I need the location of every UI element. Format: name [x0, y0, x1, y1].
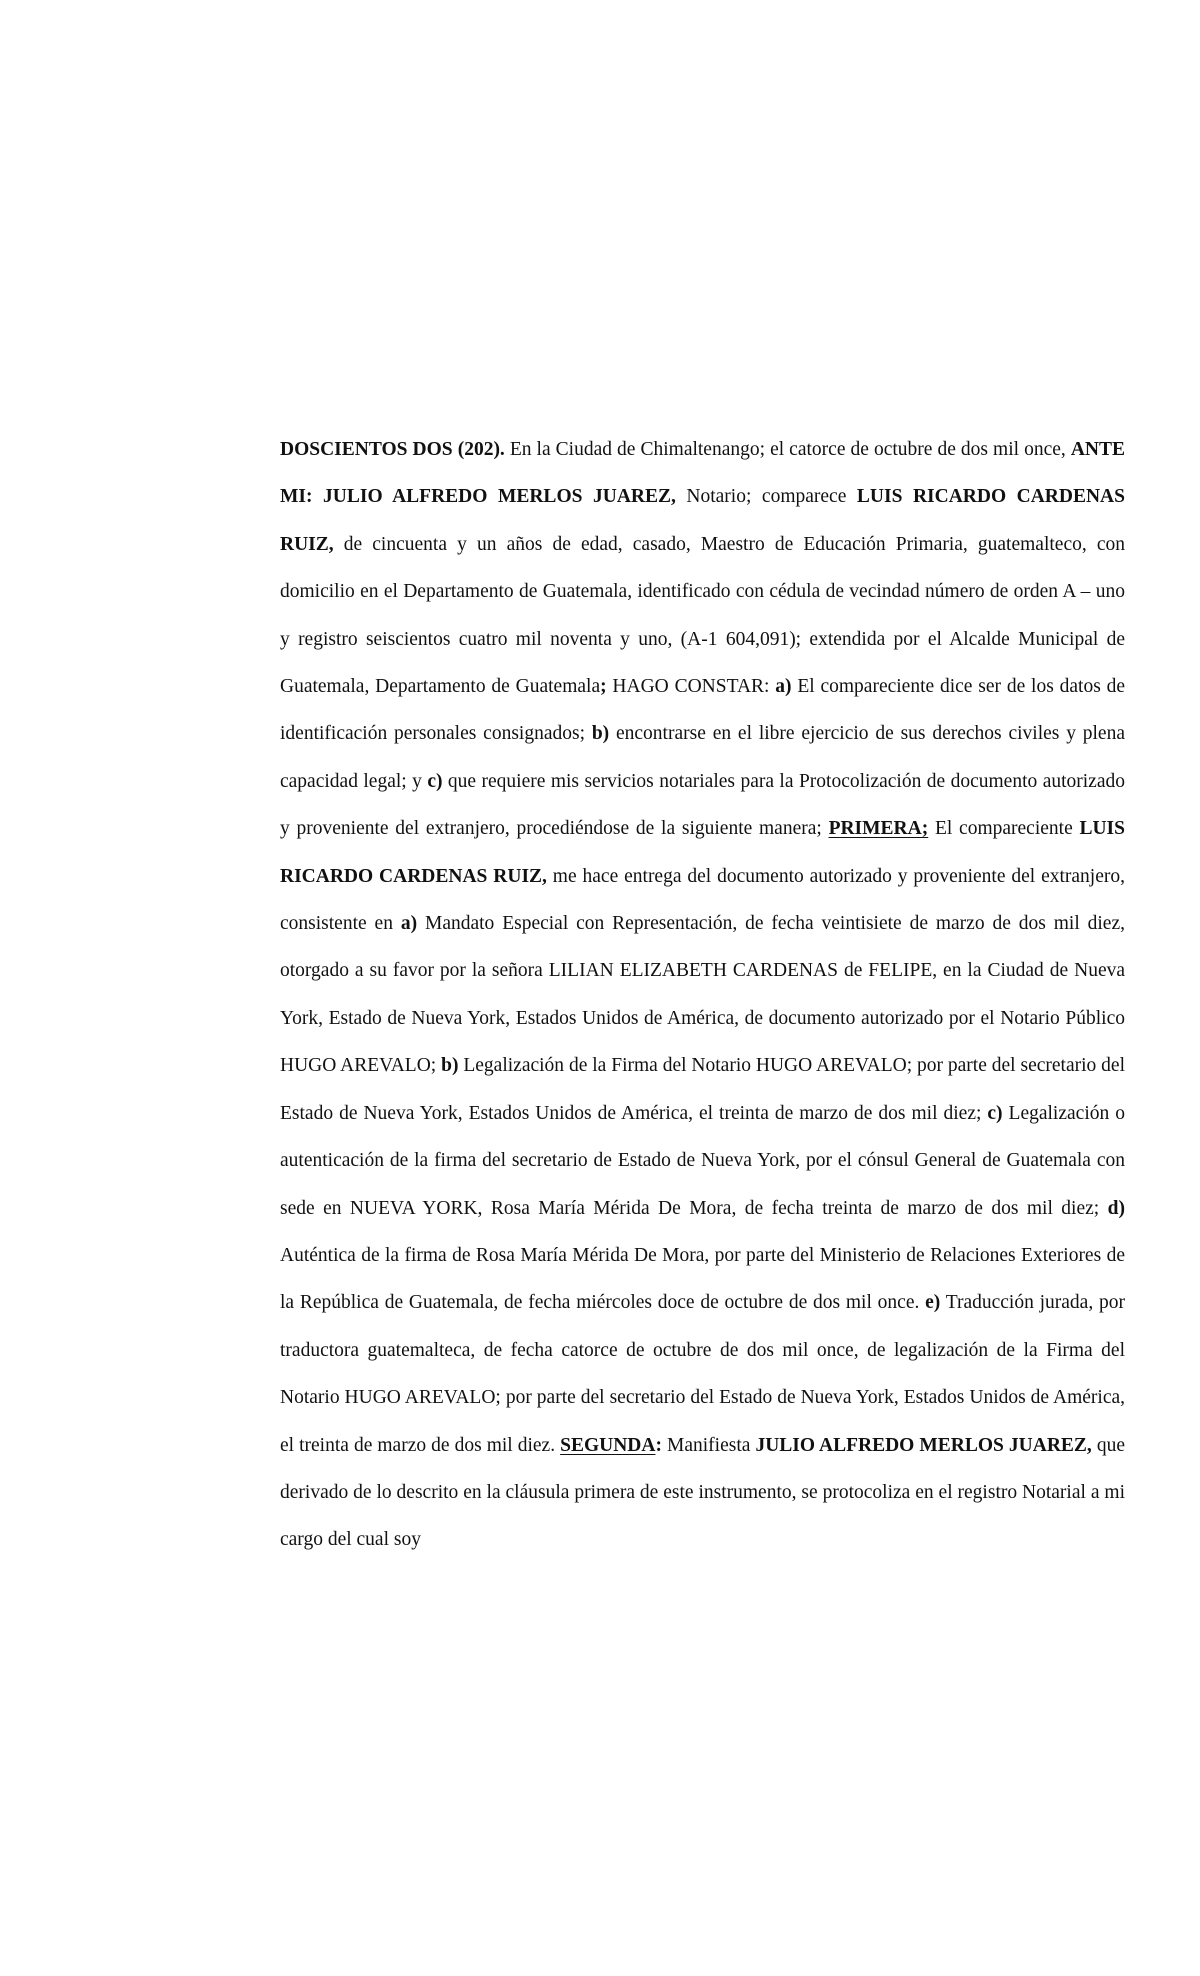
clause-heading-segunda-text: SEGUNDA [560, 1434, 656, 1456]
body-text: Legalización de la Firma del Notario HUGO AREVALO; por parte del secretario del Estado de Nueva York, Estados Unidos de América, el treinta de marzo de dos mil diez; [280, 1055, 1125, 1124]
body-text: que requiere mis servicios notariales para la Protocolización de documento autorizado y proveniente del extranjero, procediéndose de la siguiente manera; [280, 770, 1125, 840]
body-text: En la Ciudad de Chimaltenango; el catorce de octubre de dos mil once, [504, 439, 1071, 460]
item-marker: c) [427, 770, 443, 792]
notarial-deed-text [280, 426, 1125, 1564]
clause-heading-primera [829, 818, 929, 839]
ante-mi-label: ANTE MI: JULIO ALFREDO MERLOS JUAREZ, [280, 439, 1125, 508]
colon: : [655, 1434, 662, 1456]
item-marker: b) [591, 723, 610, 745]
body-text: HAGO CONSTAR: [606, 676, 776, 698]
semicolon: ; [600, 676, 607, 698]
item-marker: a) [775, 676, 792, 698]
body-text: que derivado de lo descrito en la cláusula primera de este instrumento, se protocoliza en el registro Notarial a mi cargo del cual soy [280, 1434, 1126, 1551]
body-text: me hace entrega del documento autorizado y proveniente del extranjero, consistente en [280, 865, 1125, 935]
body-text: encontrarse en el libre ejercicio de sus derechos civiles y plena capacidad legal; y [280, 723, 1125, 792]
body-text: Legalización o autenticación de la firma del secretario de Estado de Nueva York, por el cónsul General de Guatemala con sede en NUEVA YORK, Rosa María Mérida De Mora, de fecha treinta de marzo de dos mil diez; [280, 1102, 1125, 1219]
item-marker: b) [441, 1055, 459, 1077]
body-text: El compareciente dice ser de los datos de identificación personales consignados; [280, 676, 1126, 745]
body-text: de cincuenta y un años de edad, casado, Maestro de Educación Primaria, guatemalteco, con domicilio en el Departamento de Guatemala, identificado con cédula de vecindad número de orden A – uno y registro seiscientos cuatro mil noventa y uno, (A-1 604,091); extendida por el Alcalde Municipal de Guatemala, Departamento de Guatemala [280, 533, 1125, 698]
clause-heading-primera-text: PRIMERA; [828, 818, 929, 840]
clause-heading-segunda [560, 1435, 655, 1456]
party-name: LUIS RICARDO CARDENAS RUIZ, [280, 818, 1125, 887]
party-name: LUIS RICARDO CARDENAS RUIZ, [280, 486, 1125, 555]
item-marker: a) [400, 913, 418, 935]
item-marker: d) [1107, 1197, 1125, 1219]
body-text: Manifiesta [661, 1434, 756, 1456]
body-text: Mandato Especial con Representación, de fecha veintisiete de marzo de dos mil diez, otorgado a su favor por la señora LILIAN ELIZABETH CARDENAS de FELIPE, en la Ciudad de Nueva York, Estado de Nueva York, Estados Unidos de América, de documento autorizado por el Notario Público HUGO AREVALO; [280, 913, 1125, 1077]
item-marker: c) [987, 1102, 1003, 1124]
body-text: Auténtica de la firma de Rosa María Mérida De Mora, por parte del Ministerio de Relaciones Exteriores de la República de Guatemala, de fecha miércoles doce de octubre de dos mil once. [280, 1244, 1125, 1314]
body-text: El compareciente [928, 818, 1080, 840]
item-marker: e) [925, 1292, 941, 1314]
body-text: Traducción jurada, por traductora guatemalteca, de fecha catorce de octubre de dos mil once, de legalización de la Firma del Notario HUGO AREVALO; por parte del secretario del Estado de Nueva York, Estados Unidos de América, el treinta de marzo de dos mil diez. [280, 1292, 1125, 1456]
folio-heading: DOSCIENTOS DOS (202). [280, 439, 505, 460]
notary-name: JULIO ALFREDO MERLOS JUAREZ, [755, 1434, 1092, 1456]
body-text: Notario; comparece [675, 486, 857, 508]
